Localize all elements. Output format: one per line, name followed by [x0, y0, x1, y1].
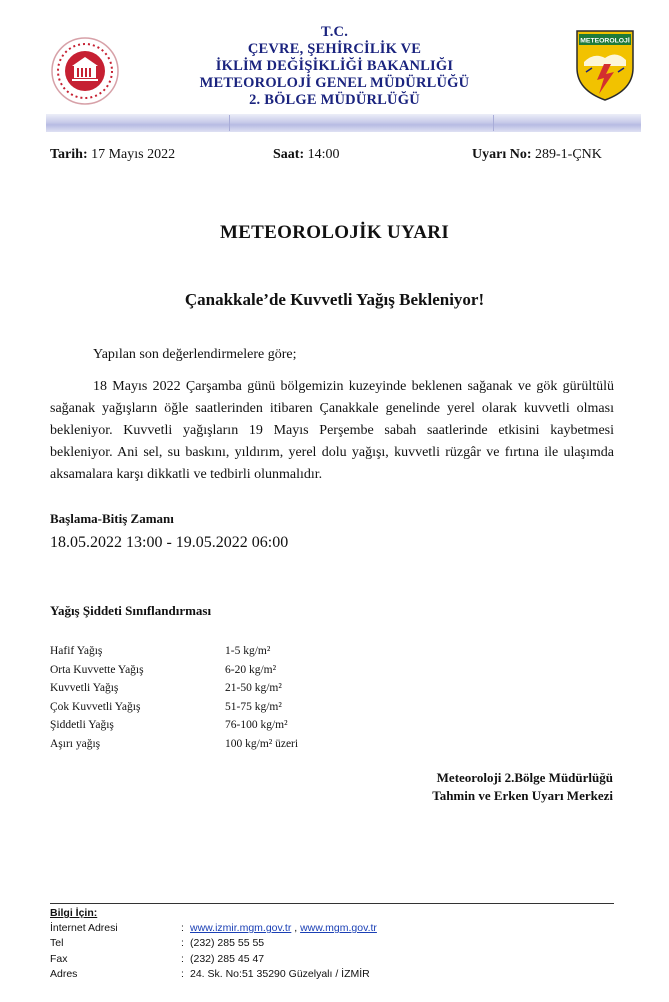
footer-heading: Bilgi İçin:	[50, 907, 98, 919]
class-value: 76-100 kg/m²	[225, 719, 288, 732]
class-label: Aşırı yağış	[50, 737, 101, 750]
intro-paragraph: Yapılan son değerlendirmelere göre;	[93, 347, 297, 362]
time-label: Saat:	[273, 147, 305, 162]
warning-headline: Çanakkale’de Kuvvetli Yağış Bekleniyor!	[184, 290, 485, 309]
colon: :	[181, 967, 184, 980]
header-region: 2. BÖLGE MÜDÜRLÜĞÜ	[249, 92, 420, 108]
class-value: 100 kg/m² üzeri	[225, 737, 299, 750]
class-label: Kuvvetli Yağış	[50, 682, 119, 695]
warning-number-field	[472, 147, 602, 163]
link-separator: ,	[291, 922, 301, 935]
date-field	[50, 147, 175, 163]
body-paragraph: 18 Mayıs 2022 Çarşamba günü bölgemizin kuzeyinde beklenen sağanak ve gök gürültülü sağanak yağışların öğle saatlerinden itibaren Çanakkale genelinde yerel olarak kuvvetli olması bekleniyor. Kuvvetli yağışların 19 Mayıs Perşembe sabah saatlerinde etkisini kaybetmesi bekleniyor. Ani sel, su baskını, yıldırım, yerel dolu yağışı, kuvvetli rüzgâr ve fırtına ile ulaşımda aksamalara karşı dikkatli ve tedbirli olunmalıdır.	[50, 379, 614, 482]
class-value: 21-50 kg/m²	[225, 682, 282, 695]
header-tc: T.C.	[320, 24, 349, 40]
header-ministry-line1: ÇEVRE, ŞEHİRCİLİK VE	[247, 41, 422, 57]
class-value: 51-75 kg/m²	[225, 700, 282, 713]
class-label: Şiddetli Yağış	[50, 719, 114, 732]
meteorology-logo	[574, 28, 636, 102]
colon: :	[181, 937, 184, 950]
time-field	[273, 147, 340, 163]
address-label: Adres	[50, 967, 78, 980]
classification-heading: Yağış Şiddeti Sınıflandırması	[50, 603, 212, 618]
address-value: 24. Sk. No:51 35290 Güzelyalı / İZMİR	[190, 967, 370, 980]
class-label: Çok Kuvvetli Yağış	[50, 700, 141, 713]
warning-number-label: Uyarı No:	[472, 147, 532, 162]
class-label: Orta Kuvvette Yağış	[50, 663, 144, 676]
fax-label: Fax	[50, 952, 68, 965]
footer-divider	[50, 903, 614, 904]
internet-label: İnternet Adresi	[50, 922, 118, 935]
header-directorate: METEOROLOJİ GENEL MÜDÜRLÜĞÜ	[199, 75, 470, 91]
link-izmir-mgm[interactable]: www.izmir.mgm.gov.tr	[190, 922, 292, 935]
header-band	[46, 114, 641, 132]
signature-office: Meteoroloji 2.Bölge Müdürlüğü	[436, 770, 613, 785]
meteorology-logo-text: METEOROLOJİ	[580, 37, 630, 45]
class-label: Hafif Yağış	[50, 645, 103, 657]
time-value: 14:00	[304, 147, 340, 162]
class-value: 1-5 kg/m²	[225, 645, 271, 657]
date-label: Tarih:	[50, 147, 88, 162]
fax-value: (232) 285 45 47	[190, 952, 265, 965]
warning-number-value: 289-1-ÇNK	[531, 147, 602, 162]
link-mgm[interactable]: www.mgm.gov.tr	[300, 922, 377, 935]
period-value: 18.05.2022 13:00 - 19.05.2022 06:00	[50, 534, 289, 551]
colon: :	[181, 952, 184, 965]
period-heading: Başlama-Bitiş Zamanı	[50, 511, 174, 526]
class-value: 6-20 kg/m²	[225, 663, 277, 676]
colon: :	[181, 922, 184, 935]
tel-label: Tel	[50, 937, 64, 950]
document-title: METEOROLOJİK UYARI	[219, 222, 450, 243]
date-value: 17 Mayıs 2022	[87, 147, 176, 162]
signature-center: Tahmin ve Erken Uyarı Merkezi	[432, 788, 613, 803]
header-ministry-line2: İKLİM DEĞİŞİKLİĞİ BAKANLIĞI	[215, 58, 454, 74]
tel-value: (232) 285 55 55	[190, 937, 265, 950]
